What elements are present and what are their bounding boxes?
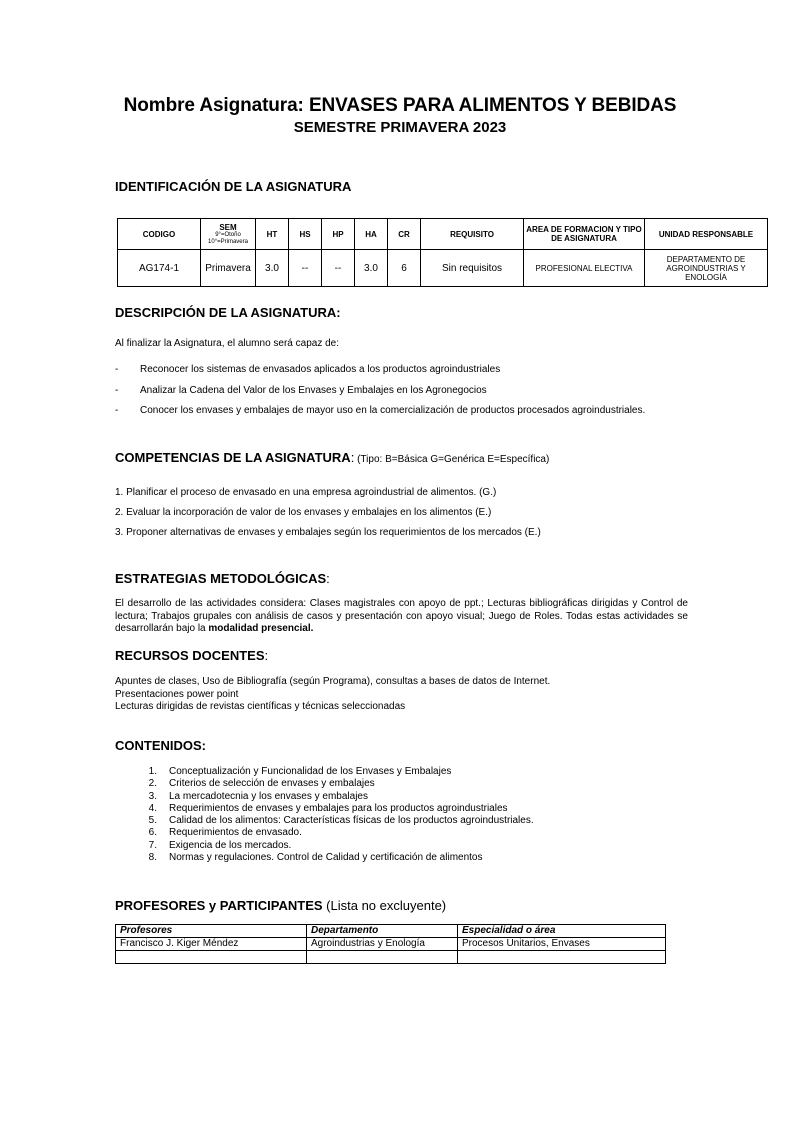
cell-codigo: AG174-1	[118, 250, 201, 287]
contents-item-number: 4.	[148, 802, 157, 814]
cell-ht: 3.0	[256, 250, 289, 287]
professors-header-row	[116, 925, 666, 938]
competency-item: 1. Planificar el proceso de envasado en una empresa agroindustrial de alimentos. (G.)	[115, 487, 497, 498]
header-ha: HA	[355, 219, 388, 250]
competencies-heading-text: COMPETENCIAS DE LA ASIGNATURA	[115, 450, 351, 465]
contents-item-number: 7.	[148, 839, 157, 851]
header-codigo: CODIGO	[118, 219, 201, 250]
resources-heading-text: RECURSOS DOCENTES	[115, 648, 265, 663]
header-hp: HP	[322, 219, 355, 250]
contents-item-number: 5.	[148, 815, 157, 827]
header-especialidad: Especialidad o área	[458, 925, 666, 938]
strategies-heading	[115, 571, 330, 586]
contents-item-text: Requerimientos de envases y embalajes para los productos agroindustriales	[169, 802, 508, 814]
professors-heading-note: (Lista no excluyente)	[322, 898, 447, 913]
identification-header-row	[118, 219, 768, 250]
header-cr: CR	[388, 219, 421, 250]
cell-area: PROFESIONAL ELECTIVA	[524, 250, 645, 287]
cell-ha: 3.0	[355, 250, 388, 287]
competency-item: 2. Evaluar la incorporación de valor de los envases y embalajes en los alimentos (E.)	[115, 507, 492, 518]
contents-item-text: Conceptualización y Funcionalidad de los Envases y Embalajes	[169, 766, 452, 777]
header-ht: HT	[256, 219, 289, 250]
cell-profesor: Francisco J. Kiger Méndez	[116, 938, 307, 951]
competencies-heading	[115, 450, 549, 465]
contents-item-number: 8.	[148, 852, 157, 864]
header-hs: HS	[289, 219, 322, 250]
cell-empty	[307, 951, 458, 964]
resources-list	[115, 676, 550, 714]
contents-item-text: Requerimientos de envasado.	[169, 827, 302, 839]
contents-item-number: 2.	[148, 778, 157, 790]
identification-data-row	[118, 250, 768, 287]
cell-hp: --	[322, 250, 355, 287]
competency-item: 3. Proponer alternativas de envases y embalajes según los requerimientos de los mercados (E.)	[115, 527, 541, 538]
description-item-text: Conocer los envases y embalajes de mayor uso en la comercialización de productos procesados agroindustriales.	[140, 405, 646, 416]
semester-title: SEMESTRE PRIMAVERA 2023	[293, 119, 507, 136]
professors-heading	[115, 898, 446, 913]
cell-especialidad: Procesos Unitarios, Envases	[458, 938, 666, 951]
cell-requisito: Sin requisitos	[421, 250, 524, 287]
cell-hs: --	[289, 250, 322, 287]
cell-unidad: DEPARTAMENTO DE AGROINDUSTRIAS Y ENOLOGÍA	[645, 250, 768, 287]
competencies-type-note: (Tipo: B=Básica G=Genérica E=Específica)	[354, 454, 550, 465]
header-profesores: Profesores	[116, 925, 307, 938]
contents-item-number: 1.	[148, 766, 157, 777]
identification-heading: IDENTIFICACIÓN DE LA ASIGNATURA	[115, 179, 352, 194]
identification-table	[117, 218, 768, 287]
description-item-text: Reconocer los sistemas de envasados aplicados a los productos agroindustriales	[140, 364, 501, 375]
contents-heading: CONTENIDOS:	[115, 738, 206, 753]
contents-item-number: 6.	[148, 827, 157, 839]
strategies-heading-colon: :	[326, 571, 330, 586]
professors-empty-row	[116, 951, 666, 964]
header-area: AREA DE FORMACION Y TIPO DE ASIGNATURA	[524, 219, 645, 250]
strategies-text: El desarrollo de las actividades considera: Clases magistrales con apoyo de ppt.; Lecturas bibliográficas dirigidas y Control de lectura; Trabajos grupales con análisis de casos y presentación con apoyo visual; Juego de Roles. Todas estas actividades se desarrollarán bajo la	[115, 598, 688, 634]
resource-line: Apuntes de clases, Uso de Bibliografía (según Programa), consultas a bases de datos de Internet.	[115, 676, 551, 687]
header-unidad: UNIDAD RESPONSABLE	[645, 219, 768, 250]
professors-row	[116, 938, 666, 951]
document-page: Nombre Asignatura: ENVASES PARA ALIMENTOS Y BEBIDAS SEMESTRE PRIMAVERA 2023 IDENTIFICACIÓN DE LA ASIGNATURA CODIGO SEM 9°=Otoño 10°=Primavera HT HS HP HA CR REQUISITO AREA DE FORMACION Y TIPO DE ASIGNATURA UNIDAD RESPONSABLE AG174-1 Primavera 3.0 -- -- 3.0 6 Sin requisitos PROFESIONAL ELECTIVA DEPARTAMENTO DE AGROINDUSTRIAS Y ENOLOGÍA DESCRIPCIÓN DE LA ASIGNATURA: Al finalizar la Asignatura, el alumno será capaz de: - Reconocer los sistemas de envasados aplicados a los productos agroindustriales - Analizar la Cadena del Valor de los Envases y Embalajes en los Agronegocios - Conocer los envases y embalajes de mayor uso en la comercialización de productos procesados agroindustriales. COMPETENCIAS DE LA ASIGNATURA: (Tipo: B=Básica G=Genérica E=Específica) 1. Planificar el proceso de envasado en una empresa agroindustrial de alimentos. (G.) 2. Evaluar la incorporación de valor de los envases y embalajes en los alimentos (E.) 3. Proponer alternativas de envases y embalajes según los requerimientos de los mercados (E.) ESTRATEGIAS METODOLÓGICAS: El desarrollo de las actividades considera: Clases magistrales con apoyo de ppt.; Lecturas bibliográficas dirigidas y Control de lectura; Trabajos grupales con análisis de casos y presentación con apoyo visual; Juego de Roles. Todas estas actividades se desarrollarán bajo la modalidad presencial. RECURSOS DOCENTES: Apuntes de clases, Uso de Bibliografía (según Programa), consultas a bases de datos de Internet. Presentaciones power point Lecturas dirigidas de revistas científicas y técnicas seleccionadas CONTENIDOS: 1. Conceptualización y Funcionalidad de los Envases y Embalajes 2. Criterios de selección de envases y embalajes 3. La mercadotecnia y los envases y embalajes 4. Requerimientos de envases y embalajes para los productos agroindustriales 5. Calidad de los alimentos: Características físicas de los productos agroindustriales. 6. Requerimientos de envasado. 7. Exigencia de los mercados. 8. Normas y regulaciones. Control de Calidad y certificación de alimentos PROFESORES y PARTICIPANTES (Lista no excluyente) Profesores Departamento Especialidad o área Francisco J. Kiger Méndez Agroindustrias y Enología Procesos Unitarios, Envases	[0, 0, 800, 1132]
header-sem-primavera: 10°=Primavera	[208, 238, 248, 245]
contents-item-text: Normas y regulaciones. Control de Calidad y certificación de alimentos	[169, 852, 483, 864]
header-requisito: REQUISITO	[421, 219, 524, 250]
description-intro: Al finalizar la Asignatura, el alumno será capaz de:	[115, 338, 340, 349]
cell-empty	[116, 951, 307, 964]
course-title: Nombre Asignatura: ENVASES PARA ALIMENTOS Y BEBIDAS	[123, 95, 677, 116]
professors-heading-text: PROFESORES y PARTICIPANTES	[115, 898, 323, 913]
description-item-text: Analizar la Cadena del Valor de los Envases y Embalajes en los Agronegocios	[140, 385, 487, 396]
strategies-paragraph	[115, 598, 688, 636]
contents-item-text: Criterios de selección de envases y embalajes	[169, 778, 375, 790]
cell-departamento: Agroindustrias y Enología	[307, 938, 458, 951]
header-sem	[201, 219, 256, 250]
professors-table	[115, 924, 666, 964]
header-sem-label: SEM	[219, 222, 237, 232]
header-departamento: Departamento	[307, 925, 458, 938]
competencies-heading-colon: :	[350, 450, 355, 465]
contents-item-number: 3.	[148, 790, 157, 802]
cell-cr: 6	[388, 250, 421, 287]
resources-heading-colon: :	[264, 648, 269, 663]
resource-line: Lecturas dirigidas de revistas científicas y técnicas seleccionadas	[115, 701, 406, 712]
resources-heading	[115, 648, 268, 663]
cell-empty	[458, 951, 666, 964]
resource-line: Presentaciones power point	[115, 688, 239, 700]
contents-item-text: La mercadotecnia y los envases y embalajes	[169, 790, 368, 802]
strategies-heading-text: ESTRATEGIAS METODOLÓGICAS	[115, 571, 327, 586]
header-sem-otono: 9°=Otoño	[215, 231, 241, 238]
cell-sem: Primavera	[201, 250, 256, 287]
description-heading: DESCRIPCIÓN DE LA ASIGNATURA:	[115, 305, 341, 320]
contents-item-text: Calidad de los alimentos: Características físicas de los productos agroindustriales.	[169, 815, 534, 827]
contents-item-text: Exigencia de los mercados.	[169, 839, 292, 851]
strategies-modality: modalidad presencial.	[208, 623, 314, 634]
